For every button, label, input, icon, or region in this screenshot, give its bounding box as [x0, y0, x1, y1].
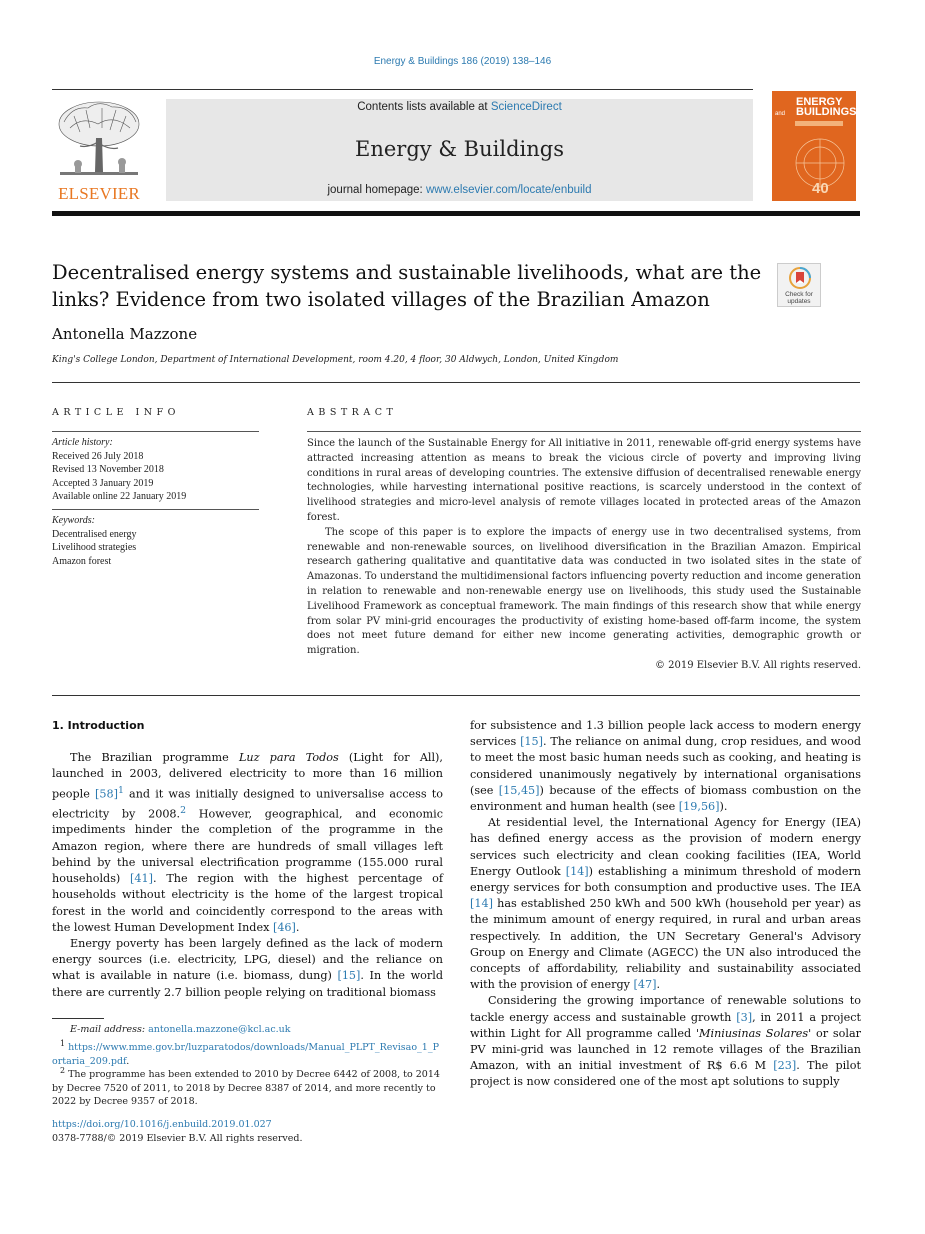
reference-link[interactable]: [23]: [773, 1059, 797, 1073]
author-affiliation: King's College London, Department of International Development, room 4.20, 4 floor, 30 Aldwych, London, United Kingdom: [52, 355, 619, 365]
keyword-item[interactable]: Amazon forest: [52, 555, 112, 567]
publisher-wordmark: ELSEVIER: [58, 184, 140, 203]
doi-link[interactable]: https://doi.org/10.1016/j.enbuild.2019.01.027: [52, 1119, 272, 1130]
reference-link[interactable]: [58]: [95, 787, 118, 801]
homepage-prefix: journal homepage:: [327, 184, 426, 196]
body-paragraph: At residential level, the International Agency for Energy (IEA) has defined energy access as the provision of modern energy services such electricity and clean cooking facilities (IEA, World Energy Outlook [14]) establishing a minimum threshold of modern energy services for both consumption and productive uses. The IEA [14] has established 250 kWh and 500 kWh (household per year) as the minimum amount of energy required, in rural and urban areas respectively. In addition, the UN Secretary General's Advisory Group on Energy and Climate (AGECC) the UN also introduced the concepts of affordability, reliability and sustainability associated with the provision of energy [47].: [470, 816, 861, 992]
footnote-text: The programme has been extended to 2010 by Decree 6442 of 2008, to 2014 by Decree 7520 of 2011, to 2018 by Decree 8387 of 2014, and more recently to 2022 by Decree 9357 of 2018.: [52, 1069, 440, 1108]
masthead-top-rule: [52, 89, 753, 90]
keyword-item[interactable]: Decentralised energy: [52, 528, 137, 540]
bookmark-icon: [789, 267, 811, 289]
footnote-url-link[interactable]: https://www.mme.gov.br/luzparatodos/downloads/Manual_PLPT_Revisao_1_Portaria_209.pdf: [52, 1042, 439, 1067]
contents-prefix: Contents lists available at: [357, 101, 491, 113]
body-right-column: [470, 718, 861, 1091]
check-for-updates-label: Check for updates: [785, 291, 813, 305]
abstract-separator: [52, 695, 860, 696]
svg-text:40: 40: [812, 180, 829, 197]
footnote-2: [52, 1064, 443, 1109]
cover-and: and: [775, 111, 786, 117]
abstract-paragraph: Since the launch of the Sustainable Energy for All initiative in 2011, renewable off-grid energy systems have attracted increasing attention as means to break the vicious circle of poverty and improving living conditions in rural areas of developing countries. The extensive diffusion of decentralised renewable energy technologies, while harvesting international positive reactions, is scarcely understood in the context of livelihood strategies and micro-level analysis of remote villages located in protected areas of the Amazon forest.: [307, 438, 861, 523]
sciencedirect-link[interactable]: ScienceDirect: [490, 101, 562, 113]
reference-link[interactable]: [41]: [130, 872, 154, 886]
article-title: Decentralised energy systems and sustainable livelihoods, what are the links? Evidence from two isolated villages of the Brazilian Amazon: [52, 261, 762, 311]
article-info-rule: [52, 431, 259, 432]
reference-link[interactable]: [14]: [565, 864, 589, 878]
abstract-heading: ABSTRACT: [307, 407, 398, 418]
history-revised: Revised 13 November 2018: [52, 464, 164, 475]
article-info-heading: ARTICLE INFO: [52, 407, 180, 418]
reference-link[interactable]: [46]: [272, 920, 296, 934]
reference-link[interactable]: [19,56]: [678, 800, 720, 814]
footnote-marker[interactable]: 1: [117, 784, 124, 796]
body-paragraph: Energy poverty has been largely defined as the lack of modern energy sources (i.e. electricity, LPG, diesel) and the reliance on what is available in nature (i.e. biomass, dung) [15]. In the world there are currently 2.7 billion people relying on traditional biomass: [52, 936, 443, 999]
journal-cover[interactable]: [772, 91, 856, 201]
keywords-rule: [52, 509, 259, 510]
cover-title: ENERGY BUILDINGS: [796, 96, 856, 118]
history-accepted: Accepted 3 January 2019: [52, 477, 154, 489]
footnote-marker[interactable]: 2: [180, 804, 187, 816]
title-separator: [52, 382, 860, 383]
abstract-rule: [307, 431, 861, 432]
homepage-link[interactable]: www.elsevier.com/locate/enbuild: [425, 184, 592, 196]
cover-art-icon: [772, 91, 856, 201]
footnote-number: 1: [60, 1039, 66, 1048]
email-label: E-mail address:: [70, 1024, 149, 1035]
article-history: [52, 436, 259, 504]
abstract-paragraph: The scope of this paper is to explore the impacts of energy use in two decentralised systems, from renewable and non-renewable sources, on livelihood diversification in the Brazilian Amazon. Empirical research gathering qualitative and quantitative data was conducted in two isolated sites in the state of Amazonas. To understand the multidimensional factors influencing poverty reduction and income generation in relation to renewable and non-renewable energy use on livelihoods, this study used the Sustainable Livelihood Framework as conceptual framework. The main findings of this research show that while energy from solar PV mini-grid encourages the productivity of existing home-based off-farm income, the system does not meet future demand for either new income generating activities, demographic growth or migration.: [307, 526, 861, 657]
body-paragraph: for subsistence and 1.3 billion people lack access to modern energy services [15]. The reliance on animal dung, crop residues, and wood to meet the most basic human needs such as cooking, and heating is considered unanimously negatively by international organisations (see [15,45]) because of the effects of biomass combustion on the environment and human health (see [19,56]).: [470, 719, 862, 814]
reference-link[interactable]: [15,45]: [498, 783, 540, 797]
footnote-number: 2: [60, 1066, 66, 1075]
elsevier-tree-icon: [52, 98, 146, 182]
reference-link[interactable]: [15]: [520, 735, 544, 749]
reference-link[interactable]: [14]: [470, 897, 493, 911]
abstract-copyright: © 2019 Elsevier B.V. All rights reserved.: [654, 659, 861, 671]
homepage-line: [166, 184, 753, 196]
history-received: Received 26 July 2018: [52, 450, 144, 462]
body-left-column: [52, 718, 443, 1001]
keyword-item[interactable]: Livelihood strategies: [52, 542, 137, 553]
footnote-1: $^1$ https://www.mme.gov.br/luzparatodos/downloads/Manual_PLPT_Revisao_1_Portaria_209.pdf.: [52, 1039, 439, 1067]
author-name[interactable]: Antonella Mazzone: [52, 325, 198, 343]
contents-line: [166, 101, 753, 113]
abstract-body: [307, 437, 861, 674]
section-title: 1. Introduction: [52, 719, 145, 732]
journal-title: Energy & Buildings: [355, 137, 564, 161]
doi-block: [52, 1118, 303, 1145]
check-for-updates-button[interactable]: [777, 263, 821, 307]
reference-link[interactable]: [15]: [337, 969, 361, 983]
body-paragraph: The Brazilian programme Luz para Todos (Light for All), launched in 2003, delivered electricity to more than 16 million people $[58]^1$ and it was initially designed to universalise access to electricity by 2008.$^2$ However, geographical, and economic impediments hinder the completion of the programme in the Amazon region, where there are hundreds of small villages left behind by the universal electrification programme (155.000 rural households) [41]. The region with the highest percentage of households without electricity is the home of the largest tropical forest in the world and coincidently correspond to the areas with the lowest Human Development Index [46].: [52, 751, 443, 934]
keywords-label: Keywords:: [52, 515, 95, 526]
email-link[interactable]: antonella.mazzone@kcl.ac.uk: [148, 1024, 291, 1035]
issn-line: 0378-7788/© 2019 Elsevier B.V. All rights reserved.: [52, 1132, 303, 1144]
history-label: Article history:: [52, 437, 113, 448]
reference-link[interactable]: [47]: [633, 978, 657, 992]
footnote-rule: [52, 1018, 104, 1019]
elsevier-logo: [52, 98, 146, 202]
masthead-banner: [166, 99, 753, 201]
keywords-list: [52, 514, 259, 568]
history-online: Available online 22 January 2019: [52, 491, 187, 502]
journal-citation[interactable]: Energy & Buildings 186 (2019) 138–146: [373, 56, 552, 67]
body-paragraph: Considering the growing importance of renewable solutions to tackle energy access and sustainable growth [3], in 2011 a project within Light for All programme called 'Miniusinas Solares' or solar PV mini-grid was launched in 12 remote villages of the Brazilian Amazon, with an initial investment of R$ 6.6 M [23]. The pilot project is now considered one of the most apt solutions to supply: [470, 994, 861, 1089]
reference-link[interactable]: [3]: [736, 1010, 753, 1024]
masthead-thick-rule: [52, 211, 860, 216]
footnote-email: [52, 1023, 443, 1037]
